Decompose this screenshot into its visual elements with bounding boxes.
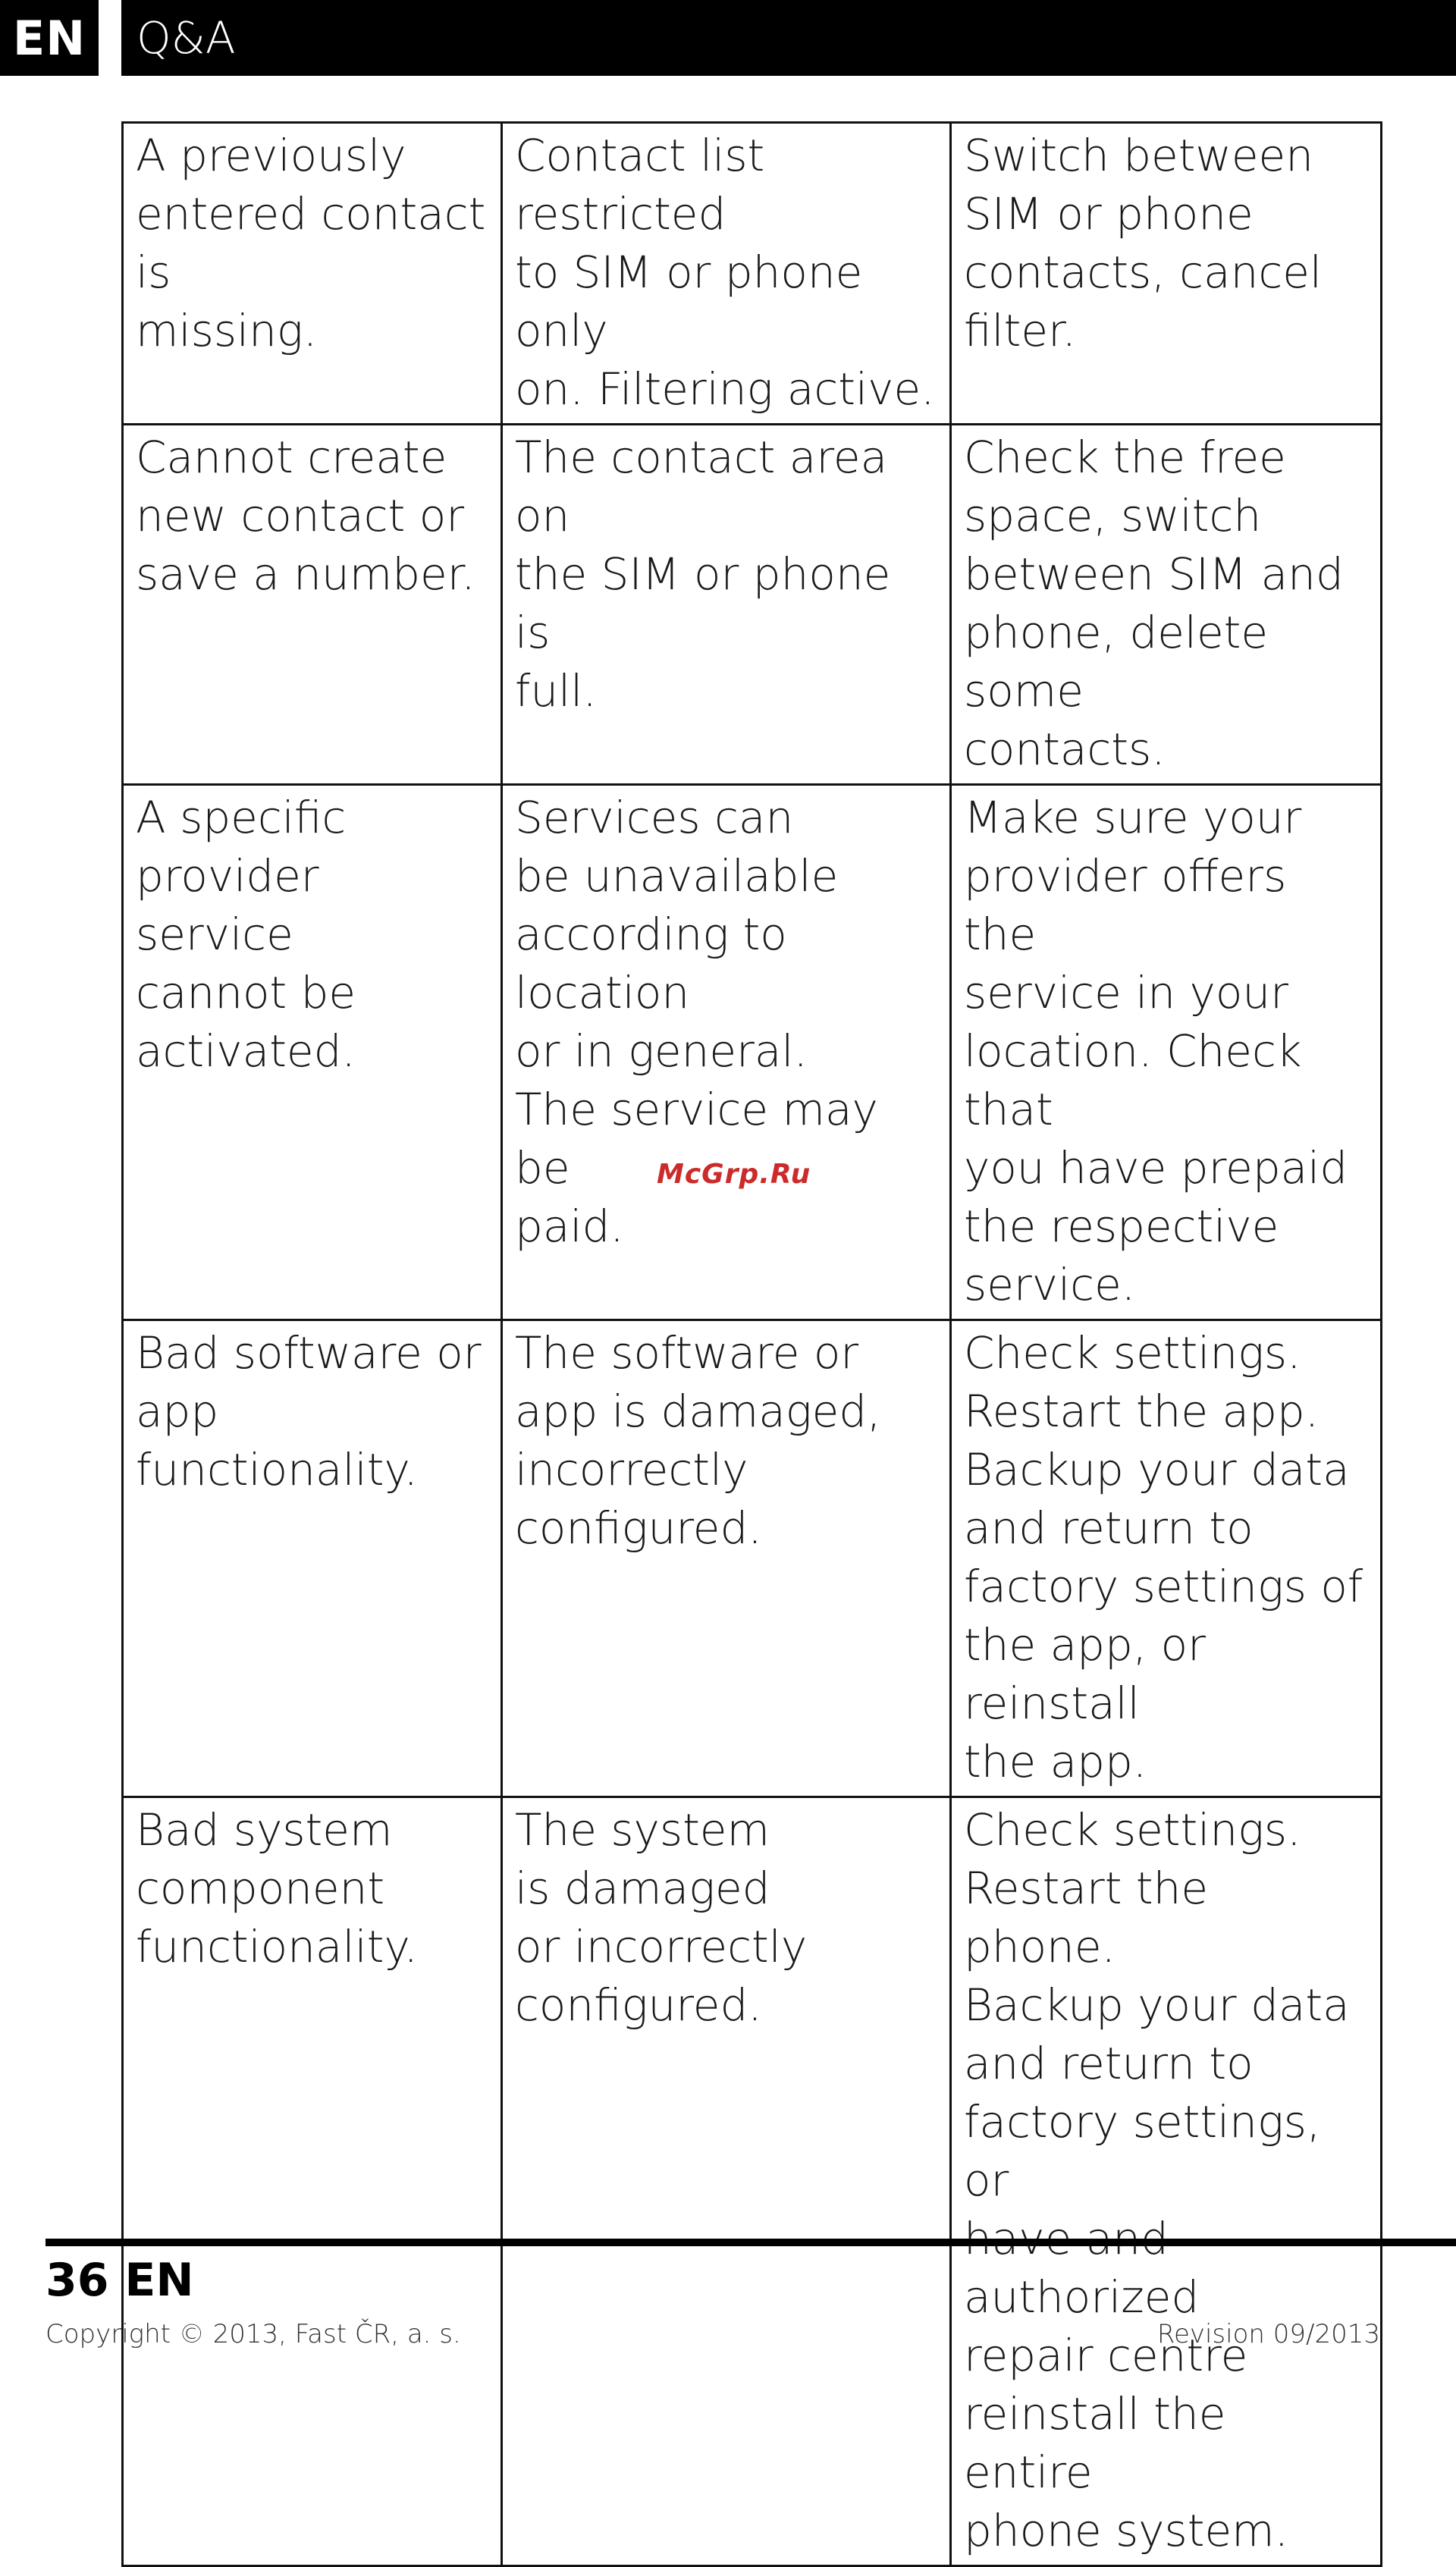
- problem-cell: A previously entered contact is missing.: [123, 123, 502, 425]
- cause-cell: Contact list restricted to SIM or phone only on. Filtering active.: [502, 123, 951, 425]
- section-header: [121, 0, 1456, 76]
- table-row: [123, 1797, 1382, 2566]
- solution-cell: Check settings. Restart the app. Backup your data and return to factory settings of the app, or reinstall the app.: [951, 1320, 1382, 1797]
- table-row: [123, 785, 1382, 1320]
- cause-cell: The software or app is damaged, incorrectly configured.: [502, 1320, 951, 1797]
- solution-cell: Make sure your provider offers the service in your location. Check that you have prepaid the respective service.: [951, 785, 1382, 1320]
- page-number: 36 EN: [46, 2254, 194, 2307]
- cause-cell: The contact area on the SIM or phone is full.: [502, 425, 951, 785]
- revision-label: Revision 09/2013: [1156, 2319, 1380, 2349]
- solution-cell: Check the free space, switch between SIM and phone, delete some contacts.: [951, 425, 1382, 785]
- qa-table: [121, 121, 1382, 2567]
- problem-cell: Bad system component functionality.: [123, 1797, 502, 2566]
- solution-cell: Check settings. Restart the phone. Backup your data and return to factory settings, or authorized repair centre reinstall the entire phone system.: [951, 1797, 1382, 2566]
- table-row: [123, 1320, 1382, 1797]
- cause-cell: Services can be unavailable according to location or in general. The service may be paid.: [502, 785, 951, 1320]
- copyright-notice: Copyright © 2013, Fast ČR, a. s.: [46, 2319, 461, 2349]
- problem-cell: Bad software or app functionality.: [123, 1320, 502, 1797]
- language-badge: EN: [0, 0, 99, 76]
- table-row: [123, 425, 1382, 785]
- problem-cell: Cannot create new contact or save a number.: [123, 425, 502, 785]
- table-row: [123, 123, 1382, 425]
- problem-cell: A specific provider service cannot be activated.: [123, 785, 502, 1320]
- footer-divider: [46, 2239, 1456, 2246]
- cause-cell: The system is damaged or incorrectly configured.: [502, 1797, 951, 2566]
- solution-cell: Switch between SIM or phone contacts, cancel filter.: [951, 123, 1382, 425]
- watermark-text: McGrp.Ru: [657, 1159, 811, 1190]
- section-title: Q&A: [136, 12, 236, 64]
